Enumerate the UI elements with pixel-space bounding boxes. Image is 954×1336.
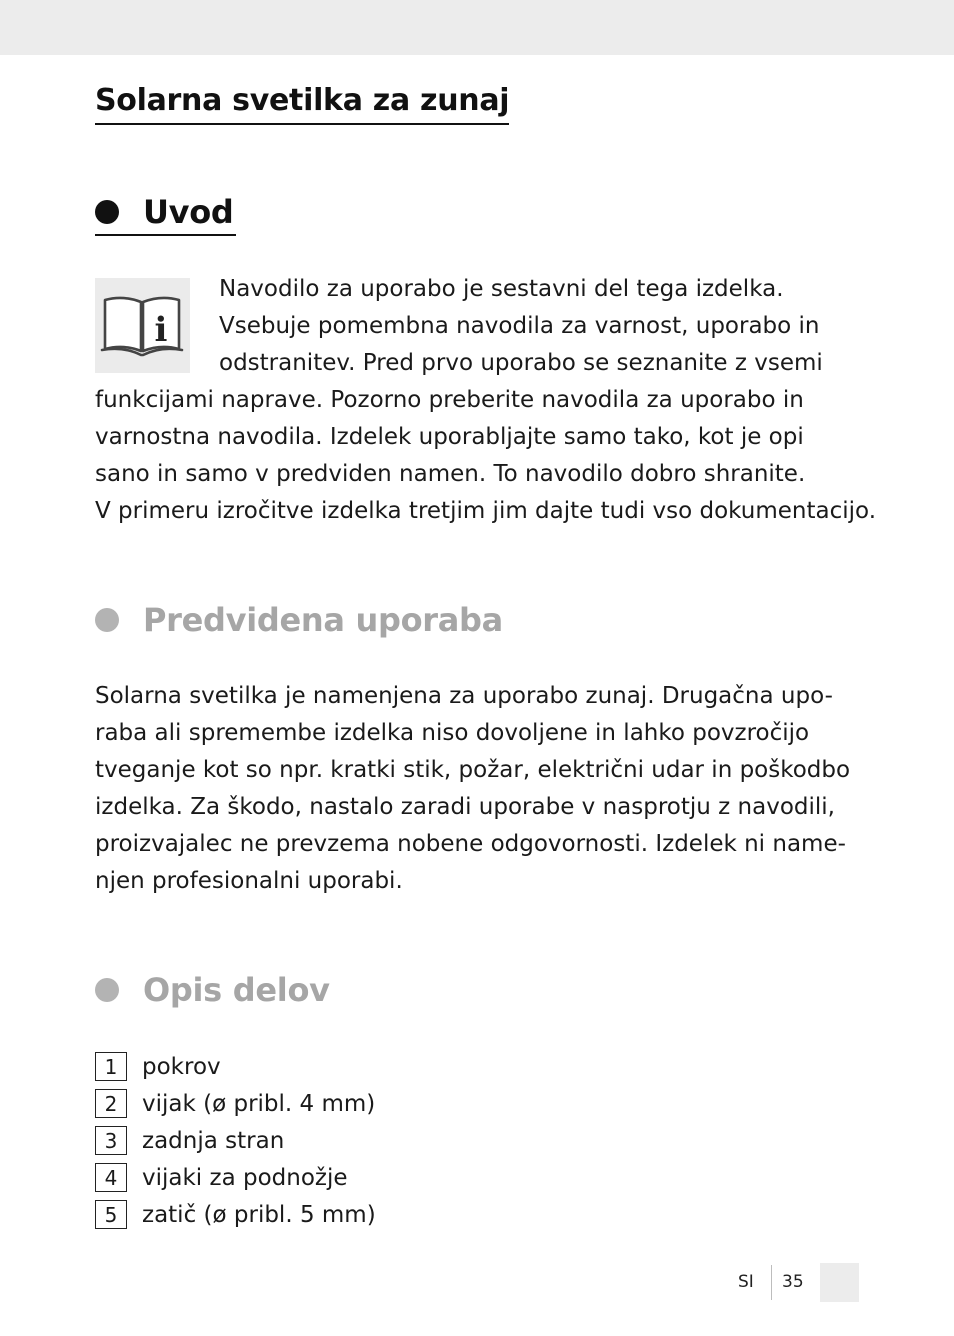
section-heading-text: Uvod [143,193,234,231]
text-line: Vsebuje pomembna navodila za varnost, uporabo in [219,313,820,339]
section-heading-uvod [95,190,236,236]
text-line: njen profesionalni uporabi. [95,868,403,894]
list-item [95,1122,376,1159]
bullet-icon [95,200,119,224]
list-item [95,1159,376,1196]
text-line: funkcijami naprave. Pozorno preberite navodila za uporabo in [95,387,804,413]
text-line: varnostna navodila. Izdelek uporabljajte samo tako, kot je opi [95,424,804,450]
part-label: zatič (ø pribl. 5 mm) [142,1201,376,1228]
section-heading-predvidena [95,598,503,642]
part-label: vijak (ø pribl. 4 mm) [142,1090,376,1117]
text-line: tveganje kot so npr. kratki stik, požar, električni udar in poškodbo [95,757,851,783]
page-number: 35 [782,1272,804,1292]
footer-language: SI [738,1272,754,1292]
parts-list [95,1048,376,1233]
text-line: Navodilo za uporabo je sestavni del tega izdelka. [219,276,784,302]
text-line: izdelka. Za škodo, nastalo zaradi uporabe v nasprotju z navodili, [95,794,835,820]
part-label: vijaki za podnožje [142,1164,348,1191]
text-line: sano in samo v predviden namen. To navodilo dobro shranite. [95,461,806,487]
list-item [95,1085,376,1122]
section-heading-opis [95,968,330,1012]
text-line: V primeru izročitve izdelka tretjim jim dajte tudi vso dokumentacijo. [95,498,877,524]
footer-tab-block [820,1263,859,1302]
page-title: Solarna svetilka za zunaj [95,80,509,125]
intro-paragraph [95,271,876,530]
svg-text:i: i [154,310,168,350]
text-line: odstranitev. Pred prvo uporabo se seznanite z vsemi [219,350,823,376]
part-number: 5 [95,1200,127,1229]
part-number: 3 [95,1126,127,1155]
part-label: zadnja stran [142,1127,285,1154]
part-number: 2 [95,1089,127,1118]
text-line: proizvajalec ne prevzema nobene odgovornosti. Izdelek ni name- [95,831,846,857]
top-band [0,0,954,55]
section-heading-text: Predvidena uporaba [143,601,503,639]
bullet-icon [95,608,119,632]
list-item [95,1196,376,1233]
part-number: 1 [95,1052,127,1081]
bullet-icon [95,978,119,1002]
part-label: pokrov [142,1053,221,1080]
footer-divider [771,1265,772,1300]
section-heading-text: Opis delov [143,971,330,1009]
part-number: 4 [95,1163,127,1192]
list-item [95,1048,376,1085]
intended-use-paragraph [95,678,850,900]
text-line: Solarna svetilka je namenjena za uporabo zunaj. Drugačna upo- [95,683,833,709]
text-line: raba ali spremembe izdelka niso dovoljene in lahko povzročijo [95,720,810,746]
